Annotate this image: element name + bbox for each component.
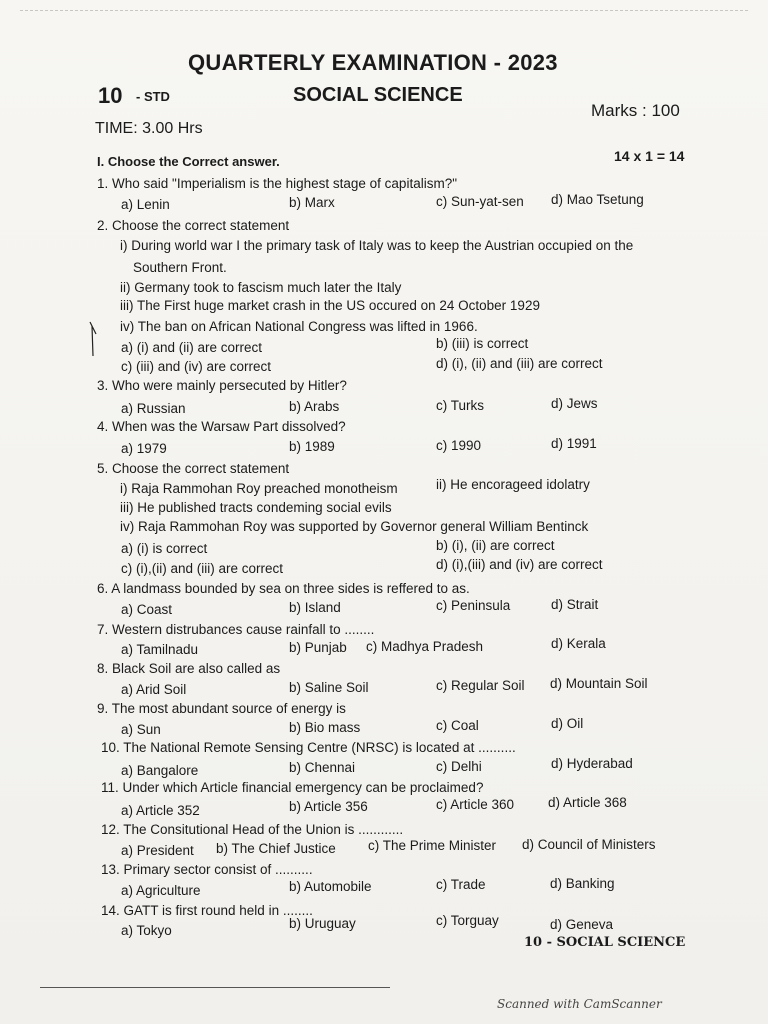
q9-option-b: b) Bio mass <box>289 720 361 735</box>
q14-option-c: c) Torguay <box>436 913 499 928</box>
q2-option-d: d) (i), (ii) and (iii) are correct <box>436 356 603 371</box>
top-edge-line <box>20 2 748 11</box>
q13-option-a: a) Agriculture <box>121 883 201 898</box>
q13-option-c: c) Trade <box>436 877 486 892</box>
subject-heading: SOCIAL SCIENCE <box>293 84 463 106</box>
q6-option-d: d) Strait <box>551 597 599 612</box>
section-score: 14 x 1 = 14 <box>614 148 685 164</box>
section-heading: I. Choose the Correct answer. <box>97 154 280 169</box>
footer-subject: 10 - SOCIAL SCIENCE <box>524 935 686 950</box>
q2-statement-i: i) During world war I the primary task of Italy was to keep the Austrian occupied on the <box>120 238 634 253</box>
q10-option-a: a) Bangalore <box>121 763 199 778</box>
question-13: 13. Primary sector consist of .......... <box>101 862 313 877</box>
q14-option-a: a) Tokyo <box>121 923 172 938</box>
bottom-edge-line <box>40 987 390 988</box>
q6-option-c: c) Peninsula <box>436 598 511 613</box>
q5-option-b: b) (i), (ii) are correct <box>436 538 555 553</box>
q4-option-a: a) 1979 <box>121 441 167 456</box>
question-4: 4. When was the Warsaw Part dissolved? <box>97 419 346 434</box>
exam-title: QUARTERLY EXAMINATION - 2023 <box>188 50 558 75</box>
std-number: 10 <box>98 83 123 108</box>
q6-option-a: a) Coast <box>121 602 173 617</box>
q10-option-b: b) Chennai <box>289 760 356 775</box>
scanner-watermark: Scanned with CamScanner <box>497 997 662 1011</box>
q1-option-b: b) Marx <box>289 195 335 210</box>
q5-option-c: c) (i),(ii) and (iii) are correct <box>121 561 284 576</box>
q12-option-d: d) Council of Ministers <box>522 837 656 852</box>
q11-option-d: d) Article 368 <box>548 795 627 810</box>
q5-statement-iv: iv) Raja Rammohan Roy was supported by Governor general William Bentinck <box>120 519 589 534</box>
q11-option-b: b) Article 356 <box>289 799 368 814</box>
q3-option-b: b) Arabs <box>289 399 340 414</box>
q7-option-d: d) Kerala <box>551 636 606 651</box>
q12-option-b: b) The Chief Justice <box>216 841 336 856</box>
q7-option-a: a) Tamilnadu <box>121 642 199 657</box>
std-label: - STD <box>136 89 170 104</box>
q14-option-b: b) Uruguay <box>289 916 356 931</box>
q5-statement-iii: iii) He published tracts condeming social evils <box>120 500 392 515</box>
q2-statement-i-cont: Southern Front. <box>133 260 227 275</box>
q13-option-b: b) Automobile <box>289 879 372 894</box>
q4-option-b: b) 1989 <box>289 439 335 454</box>
q2-statement-iii: iii) The First huge market crash in the US occured on 24 October 1929 <box>120 298 540 313</box>
q9-option-d: d) Oil <box>551 716 584 731</box>
q3-option-a: a) Russian <box>121 401 186 416</box>
question-5: 5. Choose the correct statement <box>97 461 290 476</box>
q8-option-a: a) Arid Soil <box>121 682 187 697</box>
q2-option-b: b) (iii) is correct <box>436 336 529 351</box>
q1-option-a: a) Lenin <box>121 197 170 212</box>
q10-option-d: d) Hyderabad <box>551 756 633 771</box>
question-9: 9. The most abundant source of energy is <box>97 701 346 716</box>
q8-option-d: d) Mountain Soil <box>550 676 648 691</box>
total-marks: Marks : 100 <box>591 101 680 120</box>
q7-option-b: b) Punjab <box>289 640 347 655</box>
question-12: 12. The Consitutional Head of the Union is ............ <box>101 822 404 837</box>
q5-statement-i: i) Raja Rammohan Roy preached monotheism <box>120 481 398 496</box>
q2-statement-iv: iv) The ban on African National Congress was lifted in 1966. <box>120 319 478 334</box>
q10-option-c: c) Delhi <box>436 759 482 774</box>
q14-option-d: d) Geneva <box>550 917 614 932</box>
pen-mark <box>88 320 98 358</box>
q4-option-d: d) 1991 <box>551 436 597 451</box>
question-7: 7. Western distrubances cause rainfall to ........ <box>97 622 375 637</box>
question-11: 11. Under which Article financial emergency can be proclaimed? <box>101 780 484 795</box>
q5-statement-ii: ii) He encorageed idolatry <box>436 477 590 492</box>
q3-option-c: c) Turks <box>436 398 485 413</box>
q9-option-c: c) Coal <box>436 718 479 733</box>
question-14: 14. GATT is first round held in ........ <box>101 903 313 918</box>
q11-option-a: a) Article 352 <box>121 803 200 818</box>
q12-option-c: c) The Prime Minister <box>368 838 497 853</box>
q4-option-c: c) 1990 <box>436 438 482 453</box>
q6-option-b: b) Island <box>289 600 341 615</box>
q5-option-d: d) (i),(iii) and (iv) are correct <box>436 557 603 572</box>
q8-option-b: b) Saline Soil <box>289 680 369 695</box>
q3-option-d: d) Jews <box>551 396 598 411</box>
q9-option-a: a) Sun <box>121 722 161 737</box>
question-2: 2. Choose the correct statement <box>97 218 290 233</box>
q12-option-a: a) President <box>121 843 194 858</box>
q13-option-d: d) Banking <box>550 876 615 891</box>
question-8: 8. Black Soil are also called as <box>97 661 281 676</box>
question-3: 3. Who were mainly persecuted by Hitler? <box>97 378 347 393</box>
q5-option-a: a) (i) is correct <box>121 541 208 556</box>
question-6: 6. A landmass bounded by sea on three sides is reffered to as. <box>97 581 470 596</box>
q11-option-c: c) Article 360 <box>436 797 515 812</box>
q2-statement-ii: ii) Germany took to fascism much later the Italy <box>120 280 402 295</box>
q1-option-d: d) Mao Tsetung <box>551 192 644 207</box>
exam-time: TIME: 3.00 Hrs <box>95 120 203 137</box>
q2-option-a: a) (i) and (ii) are correct <box>121 340 263 355</box>
question-1: 1. Who said "Imperialism is the highest stage of capitalism?" <box>97 176 457 191</box>
q2-option-c: c) (iii) and (iv) are correct <box>121 359 272 374</box>
question-10: 10. The National Remote Sensing Centre (NRSC) is located at .......... <box>101 740 516 755</box>
q8-option-c: c) Regular Soil <box>436 678 525 693</box>
q7-option-c: c) Madhya Pradesh <box>366 639 484 654</box>
q1-option-c: c) Sun-yat-sen <box>436 194 524 209</box>
